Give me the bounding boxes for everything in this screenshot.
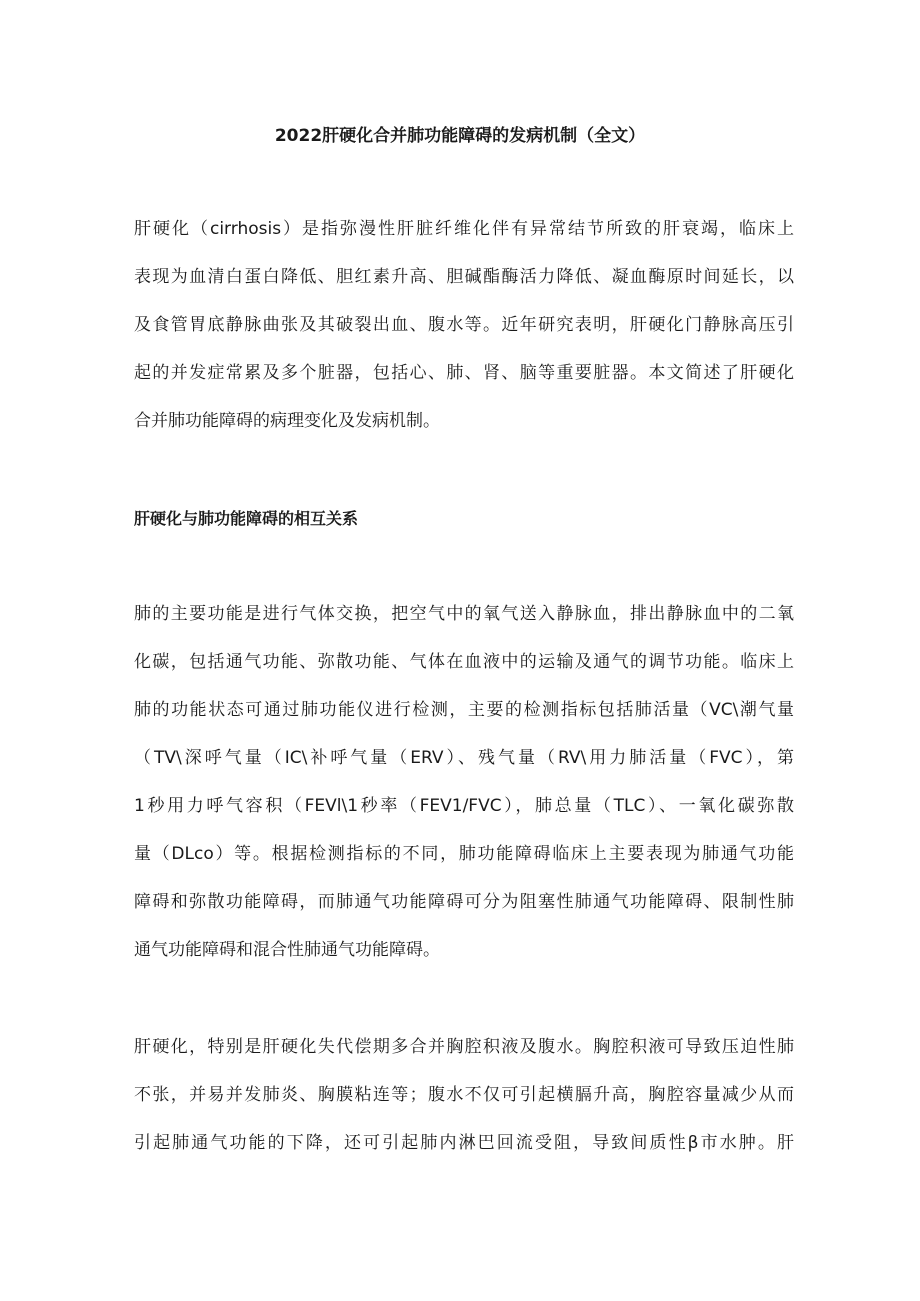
- paragraph-line: 肺的功能状态可通过肺功能仪进行检测，主要的检测指标包括肺活量（VC\潮气量: [134, 700, 794, 720]
- paragraph-line: 通气功能障碍和混合性肺通气功能障碍。: [134, 940, 440, 960]
- paragraph-line: 引起肺通气功能的下降，还可引起肺内淋巴回流受阻，导致间质性β市水肿。肝: [134, 1133, 794, 1153]
- paragraph-line: 肝硬化，特别是肝硬化失代偿期多合并胸腔积液及腹水。胸腔积液可导致压迫性肺: [134, 1037, 794, 1057]
- paragraph-line: 障碍和弥散功能障碍，而肺通气功能障碍可分为阻塞性肺通气功能障碍、限制性肺: [134, 892, 794, 912]
- paragraph-line: 表现为血清白蛋白降低、胆红素升高、胆碱酯酶活力降低、凝血酶原时间延长，以: [134, 267, 794, 287]
- paragraph-line: 不张，并易并发肺炎、胸膜粘连等；腹水不仅可引起横膈升高，胸腔容量减少从而: [134, 1085, 794, 1105]
- paragraph-line: 起的并发症常累及多个脏器，包括心、肺、肾、脑等重要脏器。本文简述了肝硬化: [134, 363, 794, 383]
- paragraph-line: （TV\深呼气量（IC\补呼气量（ERV）、残气量（RV\用力肺活量（FVC），第: [134, 748, 794, 768]
- document-title: 2022肝硬化合并肺功能障碍的发病机制（全文）: [274, 126, 646, 146]
- paragraph-line: 肺的主要功能是进行气体交换，把空气中的氧气送入静脉血，排出静脉血中的二氧: [134, 604, 794, 624]
- paragraph-line: 1秒用力呼气容积（FEVl\1秒率（FEV1/FVC），肺总量（TLC）、一氧化碳弥散: [134, 796, 794, 816]
- paragraph-intro: [134, 205, 794, 445]
- paragraph-line: 合并肺功能障碍的病理变化及发病机制。: [134, 411, 440, 431]
- paragraph-line: 化碳，包括通气功能、弥散功能、气体在血液中的运输及通气的调节功能。临床上: [134, 652, 794, 672]
- section-heading: 肝硬化与肺功能障碍的相互关系: [134, 509, 359, 528]
- paragraph-line: 肝硬化（cirrhosis）是指弥漫性肝脏纤维化伴有异常结节所致的肝衰竭，临床上: [134, 219, 794, 239]
- paragraph-lung-function: [134, 590, 794, 974]
- paragraph-cirrhosis: [134, 1023, 794, 1167]
- paragraph-line: 量（DLco）等。根据检测指标的不同，肺功能障碍临床上主要表现为肺通气功能: [134, 844, 794, 864]
- paragraph-line: 及食管胃底静脉曲张及其破裂出血、腹水等。近年研究表明，肝硬化门静脉高压引: [134, 315, 794, 335]
